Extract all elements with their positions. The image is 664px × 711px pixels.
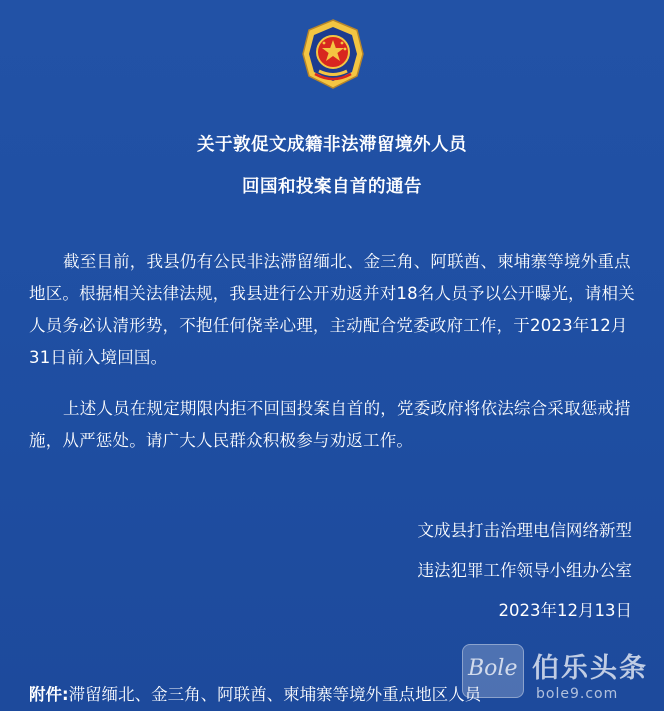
watermark-url: bole9.com — [536, 686, 619, 702]
watermark — [458, 640, 664, 711]
notice-title-line1: 关于敦促文成籍非法滞留境外人员 — [197, 135, 467, 155]
notice-title-line2: 回国和投案自首的通告 — [242, 177, 422, 197]
body-paragraph-1: 截至目前，我县仍有公民非法滞留缅北、金三角、阿联酋、柬埔寨等境外重点地区。根据相关法律法规，我县进行公开劝返并对18名人员予以公开曝光，请相关人员务必认清形势，不抱任何侥幸心理，主动配合党委政府工作，于2023年12月31日前入境回国。 — [29, 252, 635, 367]
attachment-label: 附件: — [29, 685, 69, 704]
signature-line-1: 文成县打击治理电信网络新型 — [417, 521, 632, 540]
police-emblem-icon — [297, 18, 369, 90]
signature-line-2: 违法犯罪工作领导小组办公室 — [417, 561, 632, 580]
attachment-text: 滞留缅北、金三角、阿联酋、柬埔寨等境外重点地区人员 — [68, 685, 482, 704]
body-paragraph-2: 上述人员在规定期限内拒不回国投案自首的，党委政府将依法综合采取惩戒措施，从严惩处。请广大人民群众积极参与劝返工作。 — [29, 399, 631, 450]
signature-date: 2023年12月13日 — [498, 601, 632, 620]
attachment-line — [29, 681, 481, 705]
watermark-logo-text: Bole — [468, 656, 518, 681]
watermark-title: 伯乐头条 — [532, 653, 648, 684]
